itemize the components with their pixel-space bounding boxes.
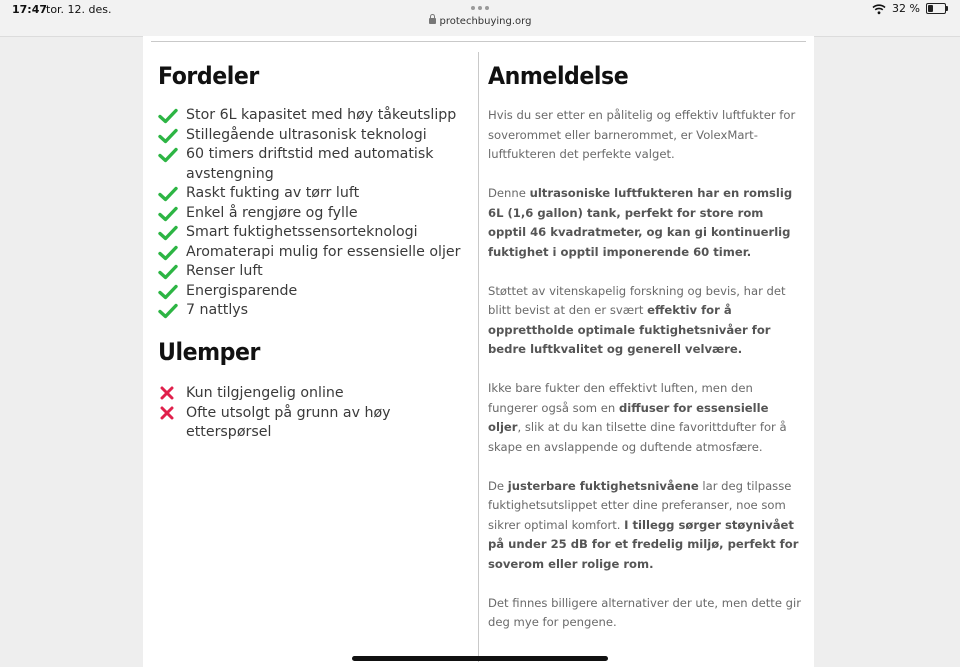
status-time: 17:47 <box>12 3 48 16</box>
status-right <box>872 2 946 15</box>
list-item <box>158 301 470 321</box>
url-text: protechbuying.org <box>439 16 532 27</box>
list-item-label: Ofte utsolgt på grunn av høy etterspørsel <box>186 404 391 440</box>
list-item <box>158 243 470 263</box>
address-bar[interactable] <box>380 16 580 27</box>
pros-list <box>158 106 470 321</box>
list-item-label: Energisparende <box>186 282 298 299</box>
pros-title: Fordeler <box>158 62 259 90</box>
x-icon <box>158 386 178 402</box>
battery-icon <box>926 3 946 14</box>
list-item <box>158 404 470 443</box>
lock-icon <box>429 18 436 24</box>
check-icon <box>158 206 178 222</box>
check-icon <box>158 284 178 300</box>
article-page <box>143 36 814 667</box>
status-bar <box>0 0 960 37</box>
list-item-label: 7 nattlys <box>186 302 249 318</box>
check-icon <box>158 128 178 144</box>
review-paragraph-5: De justerbare fuktighetsnivåene lar deg tilpasse fuktighetsutslippet etter dine preferanser, noe som sikrer optimal komfort. I tillegg sørger støynivået på under 25 dB for et fredelig miljø, perfekt for soverom eller rolige rom. <box>488 478 799 571</box>
list-item-label: Smart fuktighetssensorteknologi <box>186 224 418 240</box>
check-icon <box>158 225 178 241</box>
check-icon <box>158 147 178 163</box>
review-paragraph-3: Støttet av vitenskapelig forskning og bevis, har det blitt bevist at den er svært effektiv for å opprettholde optimale fuktighetsnivåer for bedre luftkvalitet og generell velvære. <box>488 283 786 356</box>
list-item-label: Raskt fukting av tørr luft <box>186 185 360 201</box>
list-item <box>158 262 470 282</box>
list-item <box>158 384 470 404</box>
home-indicator[interactable] <box>352 656 608 661</box>
list-item <box>158 145 470 184</box>
check-icon <box>158 245 178 261</box>
cons-list <box>158 384 470 443</box>
review-paragraph-6: Det finnes billigere alternativer der ute, men dette gir deg mye for pengene. <box>488 595 801 629</box>
review-column <box>488 56 803 629</box>
check-icon <box>158 186 178 202</box>
list-item-label: Aromaterapi mulig for essensielle oljer <box>186 243 461 260</box>
check-icon <box>158 108 178 124</box>
more-dots-icon[interactable] <box>471 6 489 10</box>
list-item <box>158 126 470 146</box>
review-paragraph-2: Denne ultrasoniske luftfukteren har en romslig 6L (1,6 gallon) tank, perfekt for store rom opptil 46 kvadratmeter, og kan gi kontinuerlig fuktighet i opptil imponerende 60 timer. <box>488 186 793 259</box>
list-item <box>158 282 470 302</box>
status-date: tor. 12. des. <box>46 3 112 16</box>
review-body <box>488 106 803 652</box>
x-icon <box>158 406 178 422</box>
list-item-label: Stor 6L kapasitet med høy tåkeutslipp <box>186 107 457 123</box>
review-paragraph-1: Hvis du ser etter en pålitelig og effektiv luftfukter for soverommet eller barnerommet, er VolexMart-luftfukteren det perfekte valget. <box>488 108 796 161</box>
list-item-label: Stillegående ultrasonisk teknologi <box>186 126 427 143</box>
review-title: Anmeldelse <box>488 62 629 90</box>
check-icon <box>158 303 178 319</box>
list-item <box>158 184 470 204</box>
list-item <box>158 106 470 126</box>
list-item-label: Renser luft <box>186 263 263 279</box>
wifi-icon <box>872 3 886 15</box>
list-item <box>158 223 470 243</box>
list-item <box>158 204 470 224</box>
column-divider <box>478 52 479 662</box>
list-item-label: 60 timers driftstid med automatisk avstengning <box>186 146 434 182</box>
pros-cons-column <box>158 56 470 440</box>
top-divider <box>151 41 806 42</box>
battery-percent: 32 % <box>892 2 920 15</box>
cons-title: Ulemper <box>158 338 260 366</box>
list-item-label: Enkel å rengjøre og fylle <box>186 204 358 221</box>
check-icon <box>158 264 178 280</box>
review-paragraph-4: Ikke bare fukter den effektivt luften, men den fungerer også som en diffuser for essensielle oljer, slik at du kan tilsette dine favorittdufter for å skape en avslappende og duftende atmosfære. <box>488 381 787 454</box>
list-item-label: Kun tilgjengelig online <box>186 385 344 401</box>
